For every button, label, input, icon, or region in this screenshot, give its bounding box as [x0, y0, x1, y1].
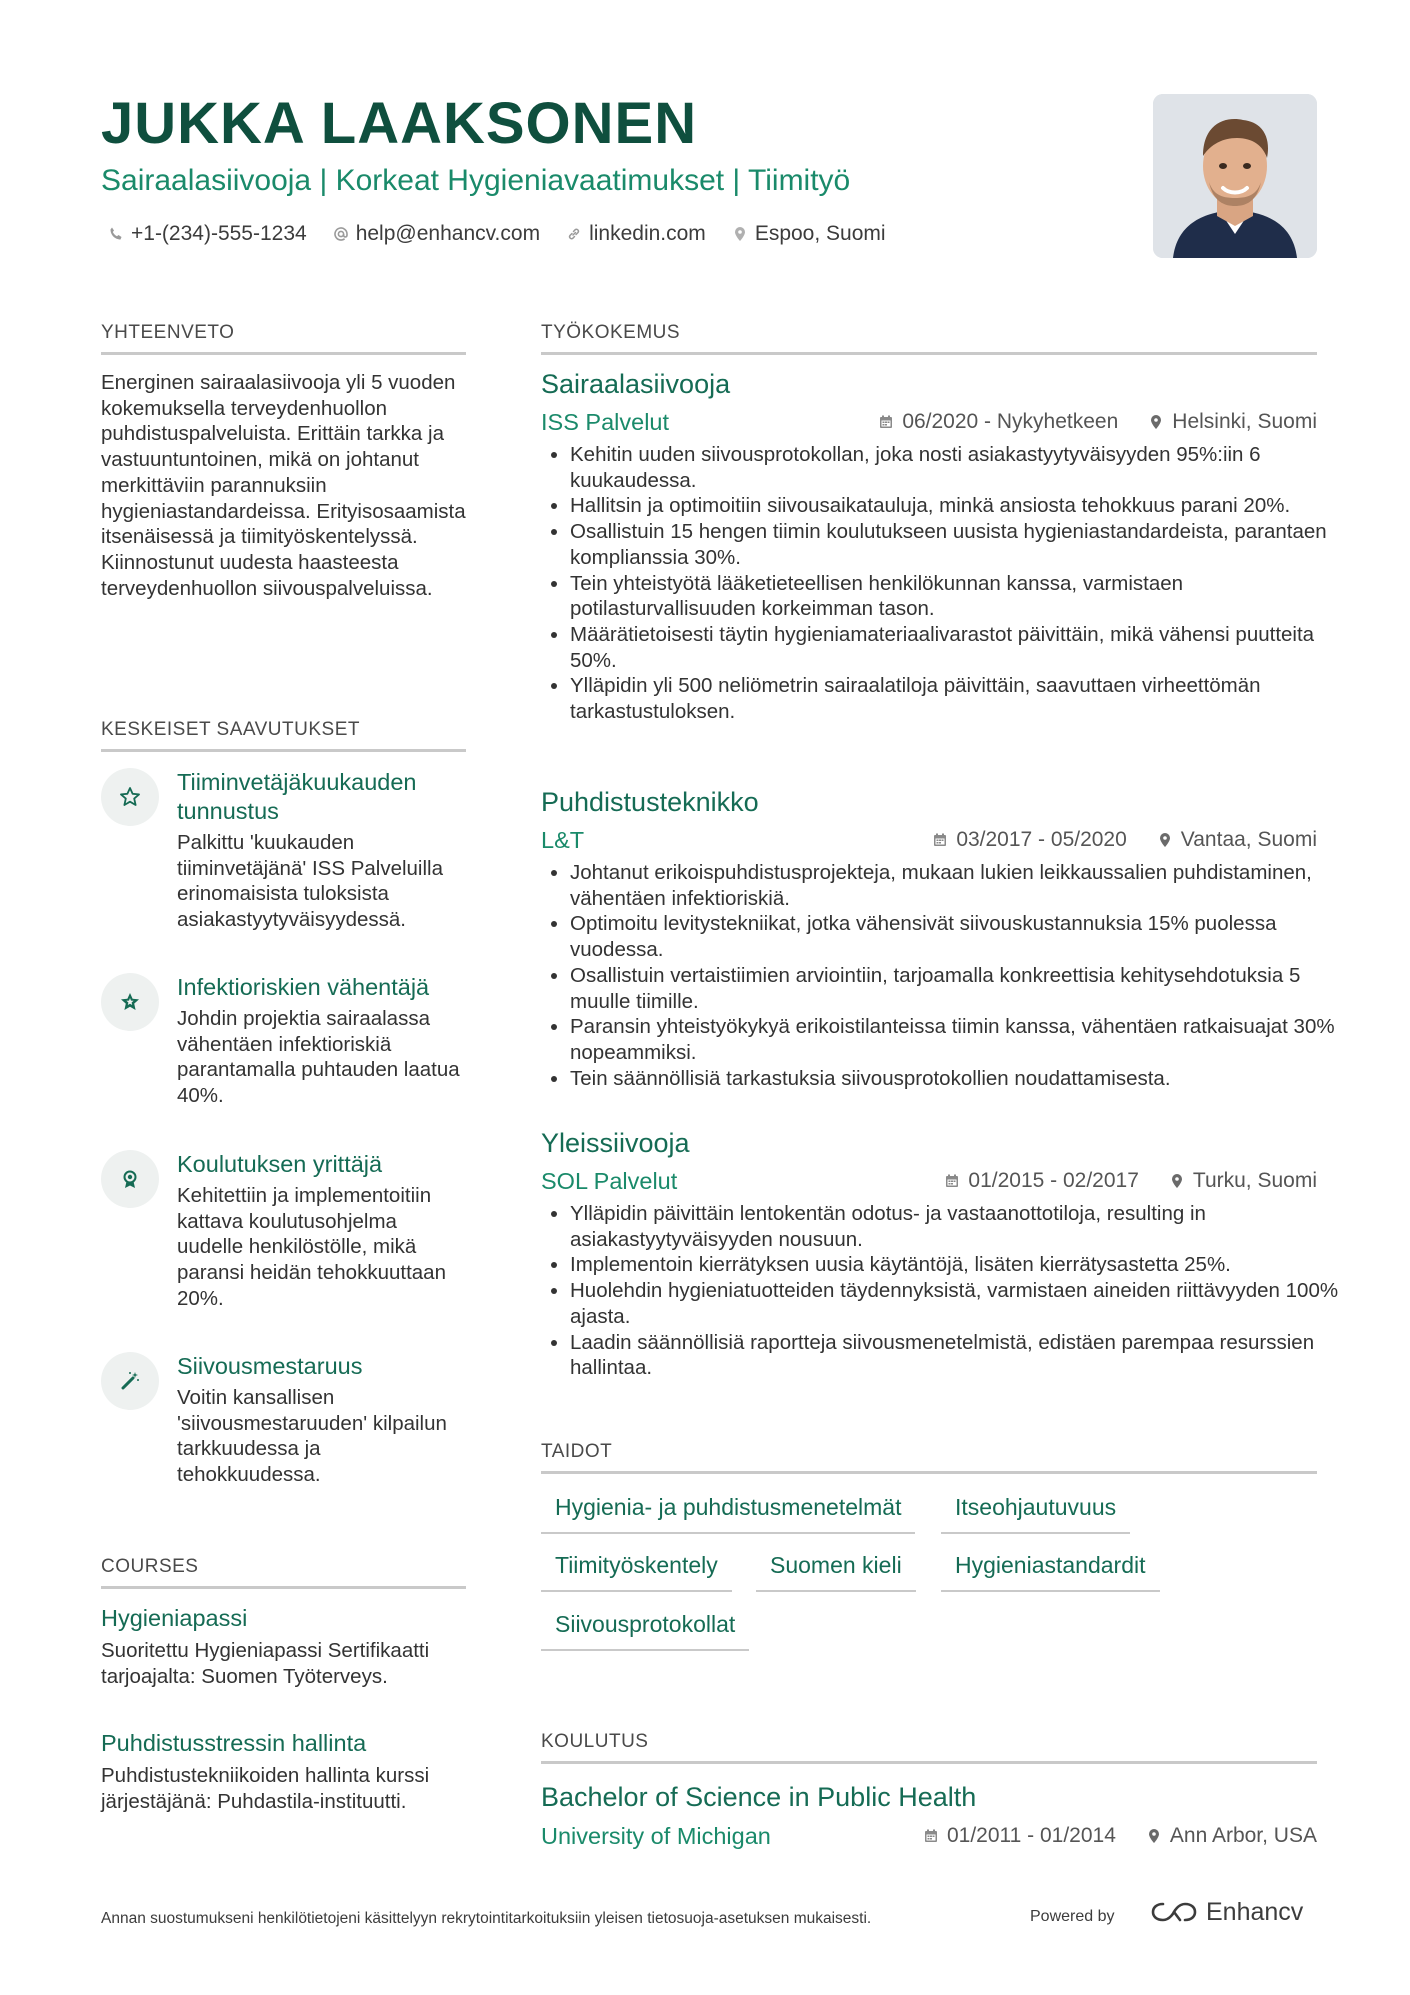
location-pin-icon	[1157, 832, 1173, 848]
education-meta	[923, 1821, 1317, 1851]
achievement-desc: Kehitettiin ja implementoitiin kattava koulutusohjelma uudelle henkilöstölle, mikä paransi heidän tehokkuuttaan 20%.	[177, 1184, 446, 1310]
education-dates-text: 01/2011 - 01/2014	[946, 1824, 1116, 1847]
bullet-item: • Osallistuin 15 hengen tiimin koulutukseen uusista hygieniastandardeista, parantaen komplianssia 30%.	[570, 519, 1350, 570]
location-pin-icon	[1169, 1173, 1185, 1189]
education-degree: Bachelor of Science in Public Health	[541, 1782, 977, 1812]
job-location-text: Helsinki, Suomi	[1172, 410, 1317, 433]
bullet-item: • Johtanut erikoispuhdistusprojekteja, mukaan lukien leikkaussalien puhdistaminen, vähentäen infektioriskiä.	[570, 860, 1350, 911]
job-location	[1169, 1166, 1317, 1196]
section-title-skills: TAIDOT	[541, 1439, 1317, 1474]
award-icon	[101, 1150, 159, 1208]
bullet-item: • Implementoin kierrätyksen uusia käytäntöjä, lisäten kierrätysastetta 25%.	[570, 1252, 1350, 1278]
job-meta	[944, 1166, 1317, 1196]
section-title-experience: TYÖKOKEMUS	[541, 320, 1317, 355]
headline: Sairaalasiivooja | Korkeat Hygieniavaatimukset | Tiimityö	[101, 164, 851, 197]
job-location-text: Vantaa, Suomi	[1180, 828, 1317, 851]
phone-icon	[108, 226, 124, 242]
job-meta	[932, 825, 1317, 855]
education-location	[1146, 1821, 1317, 1851]
summary-text: Energinen sairaalasiivooja yli 5 vuoden kokemuksella terveydenhuollon puhdistuspalveluista. Erittäin tarkka ja vastuuntuntoinen, mikä on johtanut merkittäviin parannuksiin hygieniastandardeissa. Erityisosaamista itsenäisessä ja tiimityöskentelyssä. Kiinnostunut uudesta haasteesta terveydenhuollon siivouspalveluissa.	[101, 371, 466, 600]
contact-email[interactable]	[333, 218, 540, 250]
course-title: Hygieniapassi	[101, 1605, 248, 1631]
bullet-item: • Osallistuin vertaistiimien arviointiin, tarjoamalla konkreettisia kehitysehdotuksia 5 muulle tiimille.	[570, 963, 1350, 1014]
skill-tag: Hygienia- ja puhdistusmenetelmät	[541, 1492, 915, 1534]
bullet-item: • Kehitin uuden siivousprotokollan, joka nosti asiakastyytyväisyyden 95%:iin 6 kuukaudessa.	[570, 442, 1350, 493]
achievement-title: Koulutuksen yrittäjä	[177, 1151, 383, 1177]
achievement-desc: Palkittu 'kuukauden tiiminvetäjänä' ISS Palveluilla erinomaisista tuloksista asiakastyytyväisyydessä.	[177, 831, 443, 932]
job-dates-text: 03/2017 - 05/2020	[956, 828, 1127, 851]
course-desc: Puhdistustekniikoiden hallinta kurssi järjestäjänä: Puhdastila-instituutti.	[101, 1764, 430, 1813]
bullet-item: • Määrätietoisesti täytin hygieniamateriaalivarastot päivittäin, mikä vähensi puutteita 50%.	[570, 622, 1350, 673]
bullet-item: • Paransin yhteistyökykyä erikoistilanteissa tiimin kanssa, vähentäen ratkaisuajat 30% nopeammiksi.	[570, 1014, 1350, 1065]
star-badge-icon	[101, 973, 159, 1031]
linkedin-text: linkedin.com	[589, 222, 706, 245]
skill-tag: Tiimityöskentely	[541, 1550, 732, 1592]
achievement-item	[101, 768, 471, 938]
magic-wand-icon	[101, 1352, 159, 1410]
achievement-item	[101, 1352, 471, 1502]
contact-location	[732, 218, 886, 250]
skill-tag: Suomen kieli	[756, 1550, 916, 1592]
job-title: Yleissiivooja	[541, 1128, 690, 1158]
job-dates	[878, 407, 1118, 437]
contact-phone[interactable]	[108, 218, 307, 250]
education-location-text: Ann Arbor, USA	[1169, 1824, 1317, 1847]
job-company: ISS Palvelut	[541, 409, 670, 435]
job-bullets	[546, 442, 1350, 725]
achievement-item	[101, 1150, 471, 1320]
achievement-item	[101, 973, 471, 1123]
bullet-item: • Ylläpidin päivittäin lentokentän odotus- ja vastaanottotiloja, resulting in asiakastyytyväisyyden nousuun.	[570, 1201, 1350, 1252]
calendar-icon	[878, 414, 894, 430]
job-bullets	[546, 1201, 1350, 1381]
achievement-title: Infektioriskien vähentäjä	[177, 974, 430, 1000]
job-bullets	[546, 860, 1350, 1091]
calendar-icon	[944, 1173, 960, 1189]
job-meta	[878, 407, 1317, 437]
link-icon	[566, 226, 582, 242]
bullet-item: • Tein yhteistyötä lääketieteellisen henkilökunnan kanssa, varmistaen potilasturvallisuuden korkeimman tason.	[570, 571, 1350, 622]
enhancv-brand-text: Enhancv	[1206, 1898, 1304, 1926]
achievement-desc: Voitin kansallisen 'siivousmestaruuden' kilpailun tarkkuudessa ja tehokkuudessa.	[177, 1386, 447, 1487]
achievement-title: Siivousmestaruus	[177, 1353, 363, 1379]
star-icon	[101, 768, 159, 826]
job-location-text: Turku, Suomi	[1192, 1169, 1317, 1192]
powered-by-label: Powered by	[1030, 1908, 1115, 1925]
candidate-name: JUKKA LAAKSONEN	[101, 91, 698, 156]
course-title: Puhdistusstressin hallinta	[101, 1730, 367, 1756]
location-pin-icon	[1148, 414, 1164, 430]
achievement-title: Tiiminvetäjäkuukauden tunnustus	[177, 769, 417, 824]
job-dates-text: 06/2020 - Nykyhetkeen	[902, 410, 1119, 433]
phone-text: +1-(234)-555-1234	[131, 222, 307, 245]
job-location	[1157, 825, 1317, 855]
at-icon	[333, 226, 349, 242]
location-text: Espoo, Suomi	[754, 222, 886, 245]
bullet-item: • Hallitsin ja optimoitiin siivousaikatauluja, minkä ansiosta tehokkuus parani 20%.	[570, 493, 1350, 519]
job-company: SOL Palvelut	[541, 1168, 678, 1194]
location-pin-icon	[732, 226, 748, 242]
enhancv-logo-icon	[1150, 1899, 1198, 1925]
calendar-icon	[923, 1828, 939, 1844]
section-title-education: KOULUTUS	[541, 1729, 1317, 1764]
enhancv-logo[interactable]	[1150, 1896, 1303, 1928]
section-title-courses: COURSES	[101, 1554, 466, 1589]
job-company: L&T	[541, 827, 585, 853]
bullet-item: • Tein säännöllisiä tarkastuksia siivousprotokollien noudattamisesta.	[570, 1066, 1350, 1092]
bullet-item: • Huolehdin hygieniatuotteiden täydennyksistä, varmistaen aineiden riittävyyden 100% ajasta.	[570, 1278, 1350, 1329]
bullet-item: • Ylläpidin yli 500 neliömetrin sairaalatiloja päivittäin, saavuttaen virheettömän tarkastustuloksen.	[570, 673, 1350, 724]
skill-tag: Itseohjautuvuus	[941, 1492, 1130, 1534]
skill-tag: Siivousprotokollat	[541, 1609, 749, 1651]
job-dates-text: 01/2015 - 02/2017	[968, 1169, 1139, 1192]
location-pin-icon	[1146, 1828, 1162, 1844]
section-title-achievements: KESKEISET SAAVUTUKSET	[101, 717, 466, 752]
email-text: help@enhancv.com	[355, 222, 541, 245]
job-dates	[944, 1166, 1138, 1196]
section-title-summary: YHTEENVETO	[101, 320, 466, 355]
contact-bar	[108, 218, 886, 250]
bullet-item: • Optimoitu levitystekniikat, jotka vähensivät siivouskustannuksia 15% puolessa vuodessa.	[570, 911, 1350, 962]
contact-linkedin[interactable]	[566, 218, 706, 250]
gdpr-consent: Annan suostumukseni henkilötietojeni käsittelyyn rekrytointitarkoituksiin yleisen tietosuoja-asetuksen mukaisesti.	[101, 1910, 872, 1927]
job-title: Puhdistusteknikko	[541, 787, 759, 817]
education-dates	[923, 1821, 1116, 1851]
skill-tag: Hygieniastandardit	[941, 1550, 1160, 1592]
bullet-item: • Laadin säännöllisiä raportteja siivousmenetelmistä, edistäen parempaa resurssien hallintaa.	[570, 1330, 1350, 1381]
calendar-icon	[932, 832, 948, 848]
job-dates	[932, 825, 1126, 855]
job-location	[1148, 407, 1317, 437]
achievement-desc: Johdin projektia sairaalassa vähentäen infektioriskiä parantamalla puhtauden laatua 40%.	[177, 1007, 460, 1108]
education-school: University of Michigan	[541, 1823, 771, 1849]
profile-photo	[1153, 94, 1317, 258]
course-desc: Suoritettu Hygieniapassi Sertifikaatti tarjoajalta: Suomen Työterveys.	[101, 1639, 430, 1688]
job-title: Sairaalasiivooja	[541, 369, 731, 399]
